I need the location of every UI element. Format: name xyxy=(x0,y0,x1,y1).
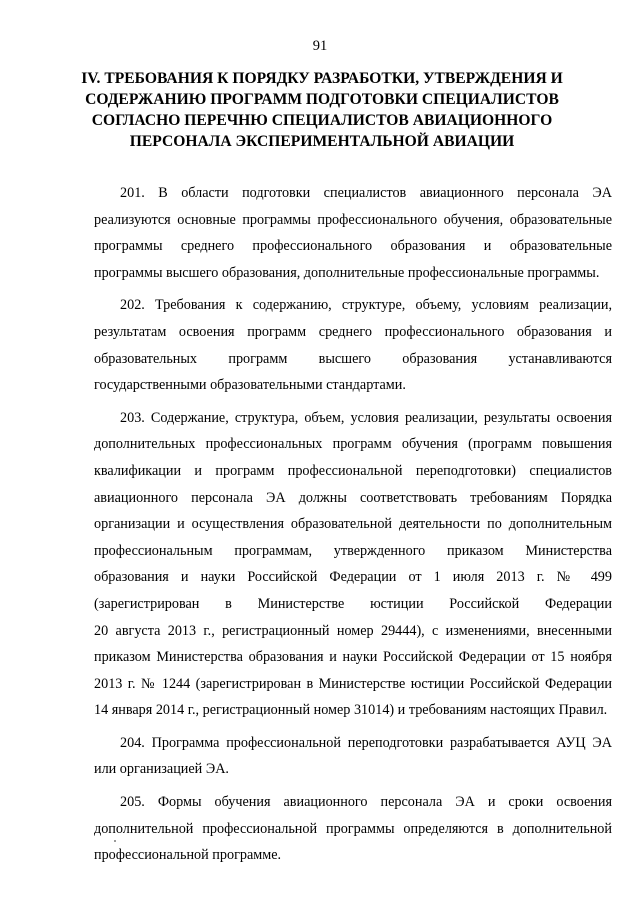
text-line: 2013 г. № 1244 (зарегистрирован в Министерстве юстиции Российской Федерации xyxy=(94,675,612,692)
text-line: 202. Требования к содержанию, структуре, объему, условиям реализации, xyxy=(120,297,612,314)
text-line: 205. Формы обучения авиационного персонала ЭА и сроки освоения xyxy=(120,794,612,811)
text-line: профессиональной программе. xyxy=(94,847,282,864)
text-line: дополнительной профессиональной программы определяются в дополнительной xyxy=(94,820,612,837)
text-line: программы среднего профессионального образования и образовательные xyxy=(94,238,612,255)
text-line: или организацией ЭА. xyxy=(94,761,229,778)
text-line: организации и осуществления образовательной деятельности по дополнительным xyxy=(94,516,612,533)
text-line: квалификации и программ профессиональной переподготовки) специалистов xyxy=(94,462,612,479)
text-line: профессиональным программам, утвержденного приказом Министерства xyxy=(94,542,612,559)
paragraph-202 xyxy=(94,292,612,398)
text-line: 14 января 2014 г., регистрационный номер 31014) и требованиям настоящих Правил. xyxy=(94,702,608,719)
heading-line: СОДЕРЖАНИЮ ПРОГРАММ ПОДГОТОВКИ СПЕЦИАЛИСТОВ xyxy=(85,91,559,108)
text-line: (зарегистрирован в Министерстве юстиции Российской Федерации xyxy=(94,595,612,612)
heading-line: ПЕРСОНАЛА ЭКСПЕРИМЕНТАЛЬНОЙ АВИАЦИИ xyxy=(129,133,515,150)
text-line: программы высшего образования, дополнительные профессиональные программы. xyxy=(94,264,600,281)
page-number: 91 xyxy=(312,38,328,54)
text-line: государственными образовательными стандартами. xyxy=(94,377,406,394)
text-line: приказом Министерства образования и науки Российской Федерации от 15 ноября xyxy=(94,649,612,666)
paragraph-203 xyxy=(94,405,612,724)
scan-speck xyxy=(114,840,116,842)
section-heading xyxy=(66,68,578,152)
text-line: 203. Содержание, структура, объем, условия реализации, результаты освоения xyxy=(120,409,612,426)
text-line: образования и науки Российской Федерации от 1 июля 2013 г. № 499 xyxy=(94,569,612,586)
text-line: 201. В области подготовки специалистов авиационного персонала ЭА xyxy=(120,185,612,201)
heading-line: IV. ТРЕБОВАНИЯ К ПОРЯДКУ РАЗРАБОТКИ, УТВЕРЖДЕНИЯ И xyxy=(81,70,563,87)
text-line: результатам освоения программ среднего профессионального образования и xyxy=(94,323,612,340)
paragraph-205 xyxy=(94,789,612,869)
paragraph-201 xyxy=(94,180,612,286)
text-line: авиационного персонала ЭА должны соответствовать требованиям Порядка xyxy=(94,489,612,506)
paragraph-204 xyxy=(94,730,612,783)
text-line: образовательных программ высшего образования устанавливаются xyxy=(94,350,612,367)
heading-line: СОГЛАСНО ПЕРЕЧНЮ СПЕЦИАЛИСТОВ АВИАЦИОННОГО xyxy=(91,112,553,129)
text-line: реализуются основные программы профессионального обучения, образовательные xyxy=(94,211,612,228)
text-line: 20 августа 2013 г., регистрационный номер 29444), с изменениями, внесенными xyxy=(94,622,612,639)
text-line: 204. Программа профессиональной переподготовки разрабатывается АУЦ ЭА xyxy=(120,734,612,751)
text-line: дополнительных профессиональных программ обучения (программ повышения xyxy=(94,436,612,453)
document-body xyxy=(94,180,612,875)
